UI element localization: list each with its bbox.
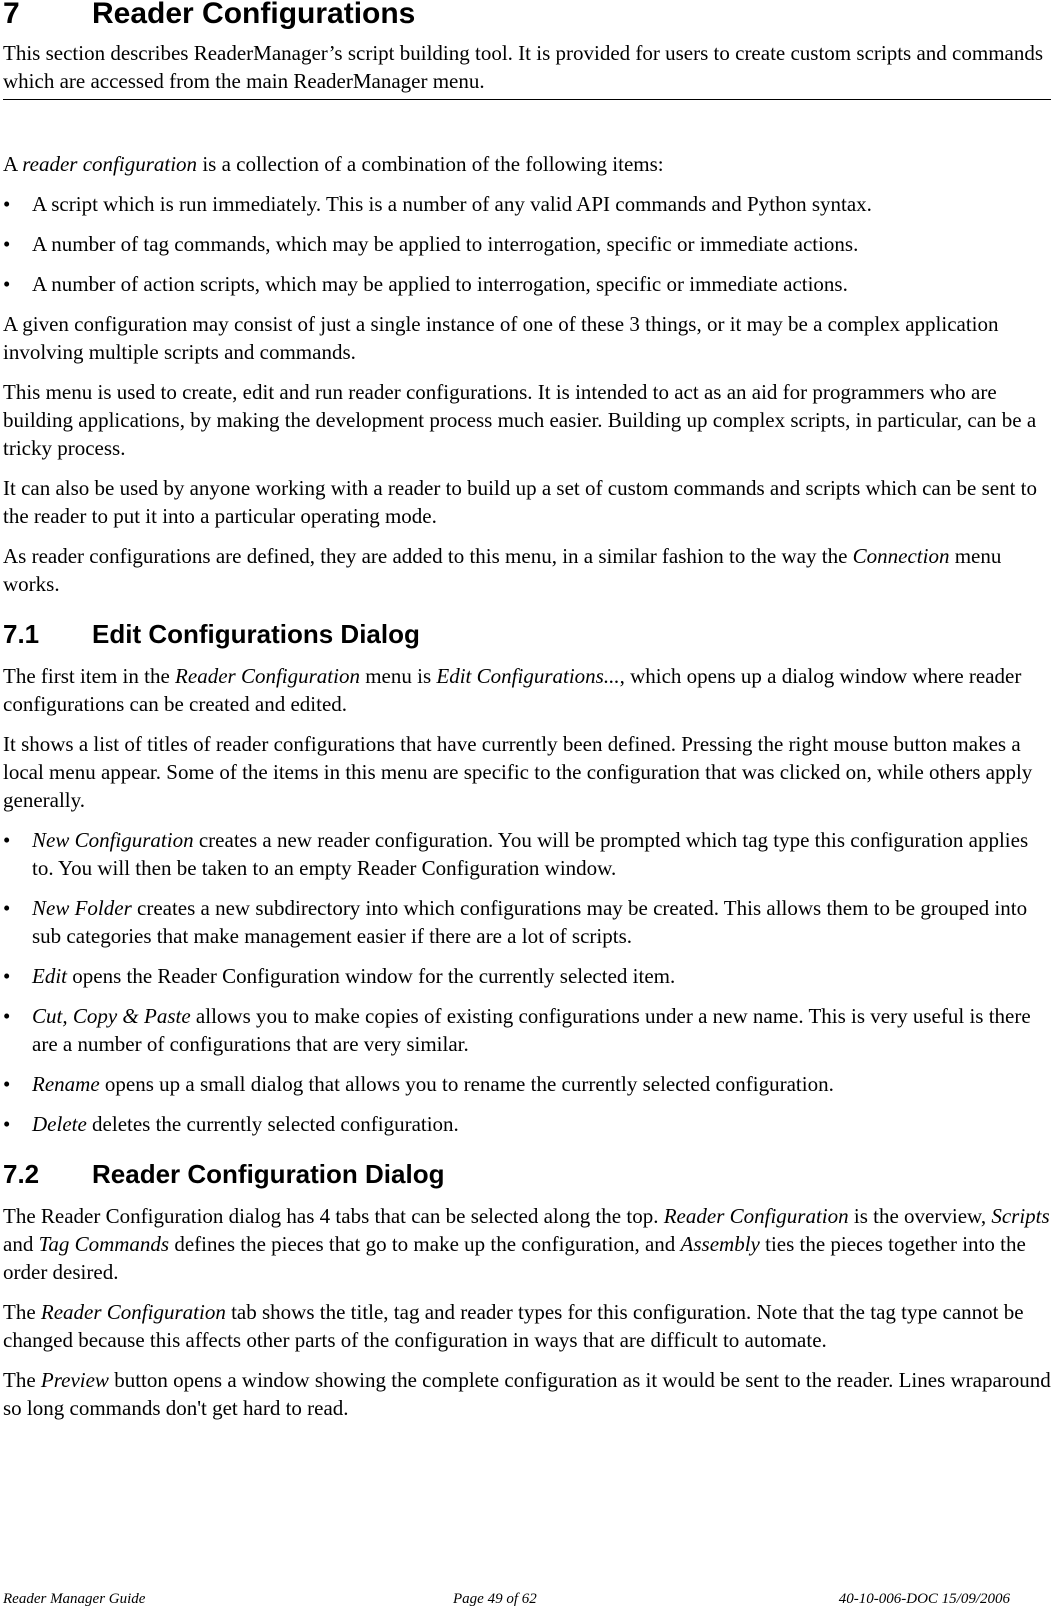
section-intro: This section describes ReaderManager’s script building tool. It is provided for users to create custom scripts and commands which are accessed from the main ReaderManager menu. [3, 39, 1051, 100]
section-number: 7 [3, 0, 20, 30]
menu-items-list [3, 826, 1051, 1138]
list-item: • A number of tag commands, which may be applied to interrogation, specific or immediate actions. [3, 230, 1051, 258]
paragraph: This menu is used to create, edit and run reader configurations. It is intended to act as an aid for programmers who are building applications, by making the development process much easier. Building up complex scripts, in particular, can be a tricky process. [3, 380, 1037, 460]
footer-page-number: Page 49 of 62 [453, 1591, 537, 1607]
paragraph: It shows a list of titles of reader configurations that have currently been defined. Pressing the right mouse button makes a local menu appear. Some of the items in this menu are specific to the configuration that was clicked on, while others apply generally. [3, 732, 1033, 812]
section-7-heading [3, 0, 1051, 31]
section-7-1-heading [3, 618, 1051, 650]
items-list [3, 190, 1051, 298]
footer-document-id: 40-10-006-DOC 15/09/2006 [838, 1591, 1010, 1607]
list-item: • Delete deletes the currently selected configuration. [3, 1110, 1051, 1138]
section-number: 7.2 [3, 1159, 40, 1189]
footer-document-title: Reader Manager Guide [3, 1591, 146, 1607]
paragraph: The Reader Configuration dialog has 4 tabs that can be selected along the top. Reader Configuration is the overview, Scripts and Tag Commands defines the pieces that go to make up the configuration, and Assembly ties the pieces together into the order desired. [3, 1204, 1050, 1284]
section-title: Reader Configuration Dialog [92, 1159, 445, 1189]
list-item: • New Configuration creates a new reader configuration. You will be prompted which tag type this configuration applies to. You will then be taken to an empty Reader Configuration window. [3, 826, 1051, 882]
list-item: • A script which is run immediately. This is a number of any valid API commands and Python syntax. [3, 190, 1051, 218]
paragraph: A reader configuration is a collection of a combination of the following items: [3, 152, 664, 176]
section-7-2-heading [3, 1158, 1051, 1190]
document-page [3, 0, 1051, 1422]
section-number: 7.1 [3, 619, 40, 649]
paragraph: The first item in the Reader Configuration menu is Edit Configurations..., which opens up a dialog window where reader configurations can be created and edited. [3, 664, 1022, 716]
list-item: • Rename opens up a small dialog that allows you to rename the currently selected configuration. [3, 1070, 1051, 1098]
paragraph: As reader configurations are defined, they are added to this menu, in a similar fashion to the way the Connection menu works. [3, 544, 1002, 596]
list-item: • New Folder creates a new subdirectory into which configurations may be created. This allows them to be grouped into sub categories that make management easier if there are a lot of scripts. [3, 894, 1051, 950]
paragraph: The Preview button opens a window showing the complete configuration as it would be sent to the reader. Lines wraparound so long commands don't get hard to read. [3, 1368, 1051, 1420]
list-item: • A number of action scripts, which may be applied to interrogation, specific or immediate actions. [3, 270, 1051, 298]
section-title: Reader Configurations [92, 0, 416, 30]
paragraph: The Reader Configuration tab shows the title, tag and reader types for this configuration. Note that the tag type cannot be changed because this affects other parts of the configuration in ways that are difficult to automate. [3, 1300, 1024, 1352]
paragraph: It can also be used by anyone working with a reader to build up a set of custom commands and scripts which can be sent to the reader to put it into a particular operating mode. [3, 476, 1037, 528]
paragraph: A given configuration may consist of just a single instance of one of these 3 things, or it may be a complex application involving multiple scripts and commands. [3, 312, 999, 364]
list-item: • Cut, Copy & Paste allows you to make copies of existing configurations under a new name. This is very useful is there are a number of configurations that are very similar. [3, 1002, 1051, 1058]
section-title: Edit Configurations Dialog [92, 619, 420, 649]
list-item: • Edit opens the Reader Configuration window for the currently selected item. [3, 962, 1051, 990]
